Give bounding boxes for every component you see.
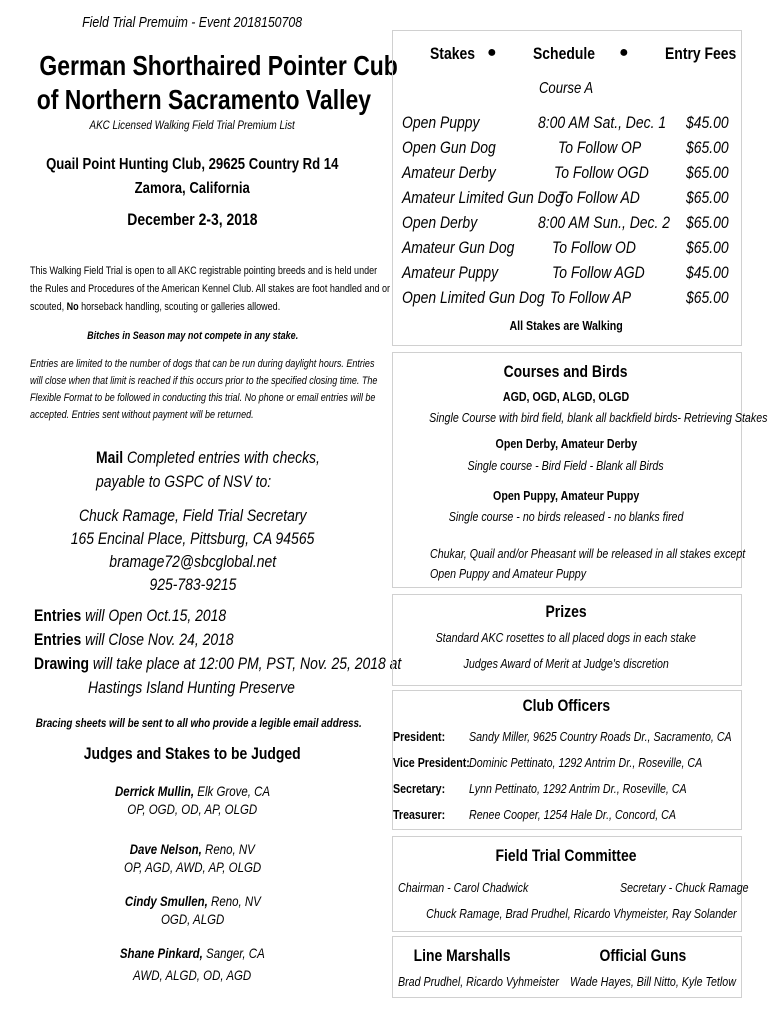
judges-title: Judges and Stakes to be Judged [84,744,301,763]
officer-row: Vice President: Dominic Pettinato, 1292 Antrim Dr., Roseville, CA [393,755,703,770]
judge-entry: Shane Pinkard, Sanger, CA AWD, ALGD, OD, AGD [120,945,265,983]
courses-group2-text: Single course - Bird Field - Blank all Birds [467,458,665,473]
schedule-row: Amateur Puppy To Follow AGD $45.00 [402,263,729,282]
judge-entry: Dave Nelson, Reno, NV OP, AGD, AWD, AP, OLGD [123,841,262,875]
officer-row: Secretary: Lynn Pettinato, 1292 Antrim Dr., Roseville, CA [393,781,687,796]
club-name-line2: of Northern Sacramento Valley [36,84,371,115]
schedule-row: Open Gun Dog To Follow OP $65.00 [402,138,729,157]
officer-row: Treasurer: Renee Cooper, 1254 Hale Dr., Concord, CA [393,807,676,822]
guns-names: Wade Hayes, Bill Nitto, Kyle Tetlow [570,974,736,989]
bitches-notice: Bitches in Season may not compete in any stake. [86,330,299,342]
courses-group2-head: Open Derby, Amateur Derby [495,436,637,451]
stakes-header: Stakes [430,44,475,63]
location-line2: Zamora, California [134,180,251,197]
committee-chair: Chairman - Carol Chadwick [398,880,529,895]
judge-entry: Derrick Mullin, Elk Grove, CA OP, OGD, OD, AP, OLGD [114,783,271,817]
schedule-row: Open Limited Gun Dog To Follow AP $65.00 [402,288,729,307]
schedule-row: Amateur Gun Dog To Follow OD $65.00 [402,238,729,257]
premium-line: Field Trial Premuim - Event 2018150708 [82,14,303,31]
officers-title: Club Officers [522,696,610,715]
course-label: Course A [538,80,594,97]
schedule-row: Amateur Limited Gun Dog To Follow AD $65.00 [402,188,729,207]
schedule-row: Open Derby 8:00 AM Sun., Dec. 2 $65.00 [402,213,729,232]
schedule-row: Open Puppy 8:00 AM Sat., Dec. 1 $45.00 [402,113,729,132]
fees-header: Entry Fees [665,44,737,63]
location-line1: Quail Point Hunting Club, 29625 Country Rd 14 [46,156,339,173]
club-name-line1: German Shorthaired Pointer Cub [39,50,398,81]
entries-paragraph: Entries are limited to the number of dogs that can be run during daylight hours. Entries will close when that limit is reached if this occurs prior to the specified closing time. The Flexible Format to be followed in conducting this trial. No phone or email entries will be accepted. Entries sent without payment will be returned. [30,358,378,421]
judge-entry: Cindy Smullen, Reno, NV OGD, ALGD [124,893,261,927]
schedule-table [402,110,732,310]
bullet-icon: ● [487,44,497,61]
committee-title: Field Trial Committee [495,846,637,865]
bracing-note: Bracing sheets will be sent to all who provide a legible email address. [35,716,362,730]
mail-address: Chuck Ramage, Field Trial Secretary 165 Encinal Place, Pittsburg, CA 94565 bramage72@sbcglobal.net 925-783-9215 [70,506,315,594]
schedule-row: Amateur Derby To Follow OGD $65.00 [402,163,729,182]
officer-row: President: Sandy Miller, 9625 Country Roads Dr., Sacramento, CA [393,729,732,744]
prizes-line1: Standard AKC rosettes to all placed dogs in each stake [435,630,697,645]
committee-members: Chuck Ramage, Brad Prudhel, Ricardo Vhymeister, Ray Solander [426,906,737,921]
courses-group3-head: Open Puppy, Amateur Puppy [492,488,640,503]
prizes-line2: Judges Award of Merit at Judge's discretion [463,656,669,671]
entry-dates: Entries will Open Oct.15, 2018 Entries will Close Nov. 24, 2018 Drawing will take place at 12:00 PM, PST, Nov. 25, 2018 at Hastings Island Hunting Preserve [34,606,402,697]
bird-release-note: Chukar, Quail and/or Pheasant will be released in all stakes except Open Puppy and Amateur Puppy [430,546,746,581]
committee-secretary: Secretary - Chuck Ramage [620,880,749,895]
mail-instructions: Mail Completed entries with checks, payable to GSPC of NSV to: [96,448,320,491]
marshalls-names: Brad Prudhel, Ricardo Vyhmeister [398,974,559,989]
courses-title: Courses and Birds [504,362,628,381]
marshalls-title: Line Marshalls [413,946,511,965]
prizes-title: Prizes [545,602,587,621]
licensed-line: AKC Licensed Walking Field Trial Premium List [89,118,296,132]
bullet-icon: ● [619,44,629,61]
courses-group1-text: Single Course with bird field, blank all backfield birds- Retrieving Stakes [429,410,768,425]
schedule-header: Schedule [533,44,595,63]
event-dates: December 2-3, 2018 [127,210,258,229]
guns-title: Official Guns [599,946,687,965]
courses-group1-head: AGD, OGD, ALGD, OLGD [502,389,630,404]
courses-group3-text: Single course - no birds released - no blanks fired [448,509,684,524]
intro-paragraph: This Walking Field Trial is open to all AKC registrable pointing breeds and is held under the Rules and Procedures of the American Kennel Club. All stakes are foot handled and or scouted, No horseback handling, scouting or galleries allowed. [30,265,391,313]
walking-note: All Stakes are Walking [509,318,623,333]
officers-list [393,724,741,828]
